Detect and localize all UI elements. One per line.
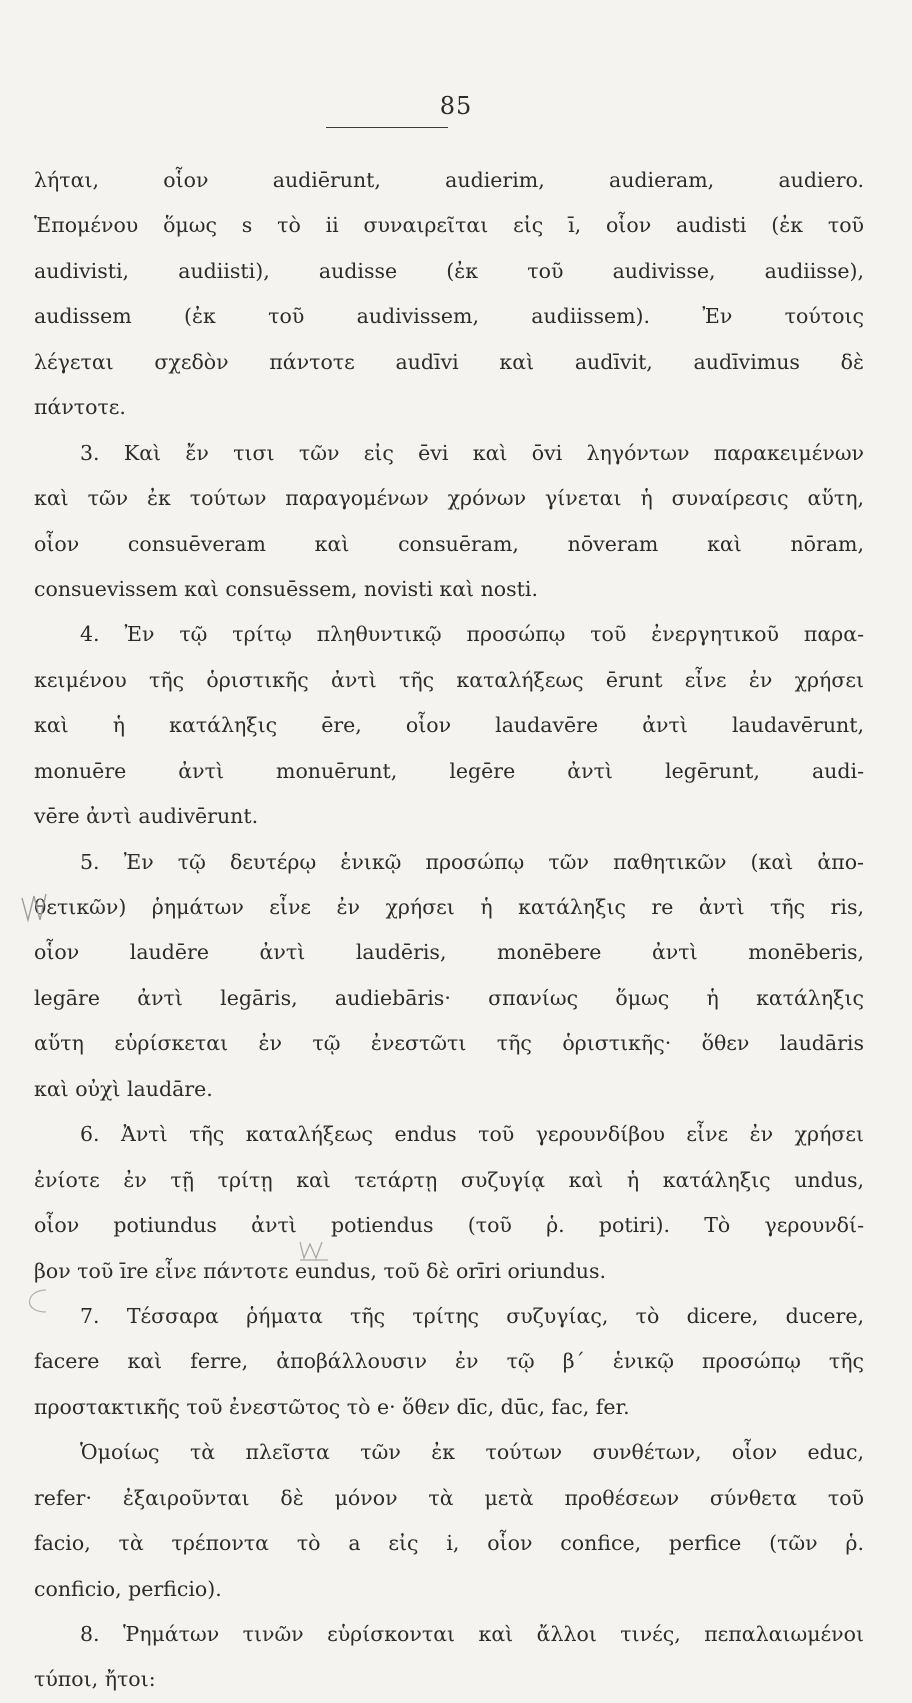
text-line: καὶ τῶν ἐκ τούτων παραγομένων χρόνων γίνεται ἡ συναίρεσις αὕτη,	[34, 486, 864, 511]
text-line: λήται, οἷον audiērunt, audierim, audieram, audiero.	[34, 168, 864, 192]
text-line: monuēre ἀντὶ monuērunt, legēre ἀντὶ legērunt, audi-	[34, 758, 864, 783]
text-line: vēre ἀντὶ audivērunt.	[34, 804, 259, 829]
paragraph-3-start: 3. Καὶ ἔν τισι τῶν εἰς ēvi καὶ ōvi ληγόντων παρακειμένων	[80, 440, 864, 465]
pencil-mark-icon	[16, 1286, 56, 1316]
text-line: κειμένου τῆς ὁριστικῆς ἀντὶ τῆς καταλήξεως ērunt εἶνε ἐν χρήσει	[34, 667, 864, 692]
paragraph-5-start: 5. Ἐν τῷ δευτέρῳ ἑνικῷ προσώπῳ τῶν παθητικῶν (καὶ ἀπο-	[80, 849, 864, 874]
text-line: facio, τὰ τρέποντα τὸ a εἰς i, οἷον confice, perfice (τῶν ῥ.	[34, 1531, 864, 1556]
paragraph-8-start: 8. Ῥημάτων τινῶν εὑρίσκονται καὶ ἄλλοι τινές, πεπαλαιωμένοι	[80, 1622, 864, 1646]
text-line: αὕτη εὑρίσκεται ἐν τῷ ἐνεστῶτι τῆς ὁριστικῆς· ὅθεν laudāris	[34, 1031, 864, 1056]
text-line: πάντοτε.	[34, 395, 126, 420]
text-line: οἷον consuēveram καὶ consuēram, nōveram καὶ nōram,	[34, 531, 864, 556]
text-line: consuevissem καὶ consuēssem, novisti καὶ nosti.	[34, 576, 538, 601]
pencil-mark-icon	[296, 1236, 338, 1264]
header-rule	[326, 127, 448, 128]
paragraph-7-start: 7. Τέσσαρα ῥήματα τῆς τρίτης συζυγίας, τὸ dicere, ducere,	[80, 1303, 864, 1328]
page-number: 85	[439, 92, 473, 120]
paragraph-7b-start: Ὁμοίως τὰ πλεῖστα τῶν ἐκ τούτων συνθέτων, οἷον educ,	[80, 1440, 864, 1465]
text-line: προστακτικῆς τοῦ ἐνεστῶτος τὸ e· ὅθεν dīc, dūc, fac, fer.	[34, 1394, 630, 1419]
text-line: καὶ οὐχὶ laudāre.	[34, 1076, 213, 1101]
text-line: audissem (ἐκ τοῦ audivissem, audiissem). Ἐν τούτοις	[34, 304, 864, 329]
text-line: audivisti, audiisti), audisse (ἐκ τοῦ audivisse, audiisse),	[34, 258, 864, 283]
text-line: facere καὶ ferre, ἀποβάλλουσιν ἐν τῷ β΄ ἑνικῷ προσώπῳ τῆς	[34, 1349, 864, 1374]
pencil-mark-icon	[18, 890, 66, 926]
text-body	[34, 158, 864, 1703]
paragraph-4-start: 4. Ἐν τῷ τρίτῳ πληθυντικῷ προσώπῳ τοῦ ἐνεργητικοῦ παρα-	[80, 622, 864, 647]
text-line: legāre ἀντὶ legāris, audiebāris· σπανίως ὅμως ἡ κατάληξις	[34, 985, 864, 1010]
text-line: οἷον laudēre ἀντὶ laudēris, monēbere ἀντὶ monēberis,	[34, 940, 864, 965]
text-line: θετικῶν) ῥημάτων εἶνε ἐν χρήσει ἡ κατάληξις re ἀντὶ τῆς ris,	[34, 895, 864, 919]
text-line: Ἑπομένου ὅμως s τὸ ii συναιρεῖται εἰς ī, οἷον audisti (ἐκ τοῦ	[34, 213, 864, 238]
text-line: βον τοῦ īre εἶνε πάντοτε eundus, τοῦ δὲ orīri oriundus.	[34, 1258, 607, 1283]
text-line: λέγεται σχεδὸν πάντοτε audīvi καὶ audīvit, audīvimus δὲ	[34, 349, 864, 374]
text-line: refer· ἐξαιροῦνται δὲ μόνον τὰ μετὰ προθέσεων σύνθετα τοῦ	[34, 1485, 864, 1510]
text-line: καὶ ἡ κατάληξις ēre, οἷον laudavēre ἀντὶ laudavērunt,	[34, 713, 864, 738]
paragraph-6-start: 6. Ἀντὶ τῆς καταλήξεως endus τοῦ γερουνδίβου εἶνε ἐν χρήσει	[80, 1122, 864, 1147]
text-line: ἐνίοτε ἐν τῇ τρίτῃ καὶ τετάρτῃ συζυγίᾳ καὶ ἡ κατάληξις undus,	[34, 1167, 864, 1192]
text-line: conficio, perficio).	[34, 1576, 222, 1601]
text-line: οἷον potiundus ἀντὶ potiendus (τοῦ ῥ. potiri). Τὸ γερουνδί-	[34, 1213, 864, 1238]
text-line: τύποι, ἤτοι:	[34, 1667, 156, 1692]
